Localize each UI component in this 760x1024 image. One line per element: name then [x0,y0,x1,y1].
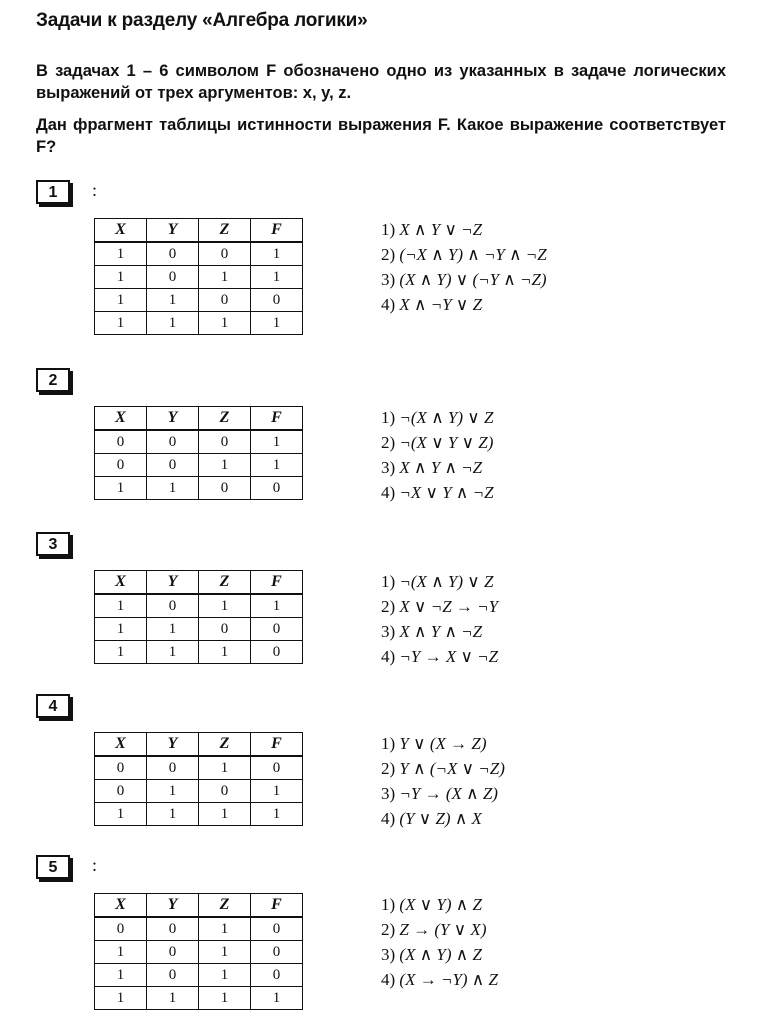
table-cell: 0 [147,430,199,454]
table-header-row [95,733,303,757]
table-cell: 1 [95,477,147,500]
option-number: 2) [381,433,400,452]
table-cell: 0 [199,289,251,312]
table-row [95,917,303,941]
table-cell: 1 [147,987,199,1010]
task-number-badge: 2 [36,368,70,392]
option-expression: X ∧ Y ∧ ¬Z [399,458,483,477]
truth-table [94,732,303,826]
option-number: 4) [381,970,400,989]
column-header-z: Z [199,894,251,918]
table-cell: 1 [251,803,303,826]
table-cell: 0 [251,289,303,312]
answer-option [381,731,505,756]
task-header [36,180,736,208]
table-row [95,266,303,289]
answer-option [381,430,494,455]
table-row [95,780,303,803]
table-cell: 0 [199,618,251,641]
option-expression: (X ∧ Y) ∨ (¬Y ∧ ¬Z) [399,270,547,289]
task-header [36,368,736,396]
table-cell: 0 [95,430,147,454]
truth-table [94,893,303,1010]
table-cell: 1 [199,756,251,780]
table-cell: 0 [147,941,199,964]
table-cell: 1 [95,803,147,826]
table-cell: 0 [251,964,303,987]
table-cell: 1 [251,594,303,618]
option-expression: Y ∨ (X → Z) [399,734,487,753]
option-number: 4) [381,295,400,314]
table-cell: 1 [251,987,303,1010]
answer-option [381,594,498,619]
table-cell: 1 [147,618,199,641]
table-row [95,964,303,987]
answer-options [381,569,498,669]
column-header-y: Y [147,407,199,431]
table-cell: 1 [199,594,251,618]
option-expression: (X ∧ Y) ∧ Z [399,945,482,964]
column-header-y: Y [147,894,199,918]
table-cell: 1 [199,917,251,941]
table-cell: 0 [147,964,199,987]
option-expression: ¬X ∨ Y ∧ ¬Z [399,483,494,502]
task-header [36,855,736,883]
task-colon: : [92,180,98,200]
truth-table [94,570,303,664]
answer-option [381,405,494,430]
option-number: 2) [381,920,400,939]
table-cell: 1 [199,641,251,664]
table-cell: 1 [147,289,199,312]
table-row [95,594,303,618]
column-header-x: X [95,219,147,243]
answer-option [381,917,498,942]
answer-option [381,569,498,594]
intro-paragraph-2: Дан фрагмент таблицы истинности выражения F. Какое выражение соответствует F? [36,116,726,156]
table-row [95,987,303,1010]
column-header-f: F [251,407,303,431]
task-colon: : [92,855,98,875]
column-header-z: Z [199,733,251,757]
table-cell: 1 [95,987,147,1010]
column-header-z: Z [199,407,251,431]
option-number: 4) [381,483,400,502]
column-header-y: Y [147,733,199,757]
column-header-f: F [251,733,303,757]
table-row [95,477,303,500]
table-cell: 1 [251,780,303,803]
table-cell: 0 [199,242,251,266]
table-cell: 0 [95,780,147,803]
column-header-z: Z [199,571,251,595]
table-cell: 0 [251,641,303,664]
table-header-row [95,219,303,243]
table-cell: 0 [95,454,147,477]
table-cell: 0 [147,242,199,266]
table-row [95,641,303,664]
column-header-x: X [95,733,147,757]
task-4 [36,694,736,828]
option-number: 1) [381,895,400,914]
option-number: 2) [381,759,400,778]
task-number-badge: 3 [36,532,70,556]
table-row [95,454,303,477]
answer-option [381,942,498,967]
answer-option [381,619,498,644]
task-number-badge: 5 [36,855,70,879]
table-cell: 1 [95,266,147,289]
option-number: 4) [381,647,400,666]
table-cell: 1 [95,964,147,987]
option-number: 1) [381,220,400,239]
table-cell: 1 [251,454,303,477]
answer-option [381,644,498,669]
table-row [95,289,303,312]
answer-option [381,455,494,480]
table-cell: 0 [251,618,303,641]
truth-table [94,218,303,335]
table-cell: 0 [147,917,199,941]
table-row [95,242,303,266]
answer-option [381,267,547,292]
option-expression: ¬(X ∧ Y) ∨ Z [399,408,494,427]
table-header-row [95,894,303,918]
column-header-y: Y [147,219,199,243]
page-title: Задачи к разделу «Алгебра логики» [36,10,368,31]
table-cell: 1 [199,964,251,987]
column-header-x: X [95,571,147,595]
answer-option [381,480,494,505]
option-number: 1) [381,734,400,753]
table-cell: 0 [147,594,199,618]
table-cell: 1 [147,477,199,500]
table-cell: 0 [147,266,199,289]
answer-options [381,405,494,505]
column-header-x: X [95,407,147,431]
table-row [95,312,303,335]
answer-option [381,806,505,831]
answer-options [381,892,498,992]
intro-paragraph-1: В задачах 1 – 6 символом F обозначено одно из указанных в задаче логических выражений от трех аргументов: x, y, z. [36,62,726,102]
table-cell: 1 [95,594,147,618]
answer-option [381,217,547,242]
option-expression: ¬Y → (X ∧ Z) [399,784,498,803]
column-header-f: F [251,571,303,595]
table-cell: 0 [199,477,251,500]
task-number-badge: 4 [36,694,70,718]
table-cell: 1 [199,266,251,289]
task-2 [36,368,736,502]
option-expression: ¬(X ∨ Y ∨ Z) [399,433,494,452]
table-cell: 1 [95,641,147,664]
task-header [36,694,736,722]
table-cell: 1 [95,941,147,964]
option-number: 3) [381,784,400,803]
column-header-f: F [251,894,303,918]
table-row [95,941,303,964]
option-expression: (X ∨ Y) ∧ Z [399,895,482,914]
task-header [36,532,736,560]
table-cell: 1 [199,941,251,964]
table-row [95,430,303,454]
answer-options [381,731,505,831]
option-number: 3) [381,945,400,964]
table-cell: 1 [251,242,303,266]
table-cell: 1 [95,312,147,335]
option-expression: Z → (Y ∨ X) [399,920,487,939]
option-number: 2) [381,597,400,616]
table-cell: 1 [95,618,147,641]
option-expression: ¬Y → X ∨ ¬Z [399,647,499,666]
task-5 [36,855,736,1006]
column-header-y: Y [147,571,199,595]
table-cell: 1 [251,266,303,289]
option-number: 3) [381,270,400,289]
option-number: 3) [381,622,400,641]
answer-option [381,756,505,781]
option-number: 2) [381,245,400,264]
task-1 [36,180,736,331]
task-number-badge: 1 [36,180,70,204]
table-cell: 1 [251,312,303,335]
option-expression: X ∧ Y ∧ ¬Z [399,622,483,641]
table-cell: 0 [251,941,303,964]
table-cell: 0 [251,917,303,941]
table-cell: 0 [199,430,251,454]
answer-options [381,217,547,317]
column-header-x: X [95,894,147,918]
option-number: 1) [381,572,400,591]
table-cell: 1 [95,289,147,312]
table-row [95,756,303,780]
table-cell: 0 [147,756,199,780]
task-3 [36,532,736,666]
answer-option [381,781,505,806]
table-cell: 1 [199,803,251,826]
table-cell: 1 [95,242,147,266]
option-expression: (¬X ∧ Y) ∧ ¬Y ∧ ¬Z [399,245,547,264]
table-cell: 1 [147,803,199,826]
table-cell: 0 [95,756,147,780]
column-header-f: F [251,219,303,243]
truth-table [94,406,303,500]
option-expression: X ∧ ¬Y ∨ Z [399,295,483,314]
option-expression: X ∨ ¬Z → ¬Y [399,597,499,616]
answer-option [381,292,547,317]
option-expression: Y ∧ (¬X ∨ ¬Z) [399,759,505,778]
table-cell: 1 [147,312,199,335]
option-expression: X ∧ Y ∨ ¬Z [399,220,483,239]
table-cell: 1 [147,780,199,803]
table-header-row [95,407,303,431]
table-cell: 0 [251,477,303,500]
table-cell: 0 [251,756,303,780]
table-cell: 1 [199,987,251,1010]
answer-option [381,892,498,917]
option-number: 3) [381,458,400,477]
option-number: 1) [381,408,400,427]
table-cell: 1 [251,430,303,454]
table-row [95,618,303,641]
table-cell: 1 [147,641,199,664]
table-header-row [95,571,303,595]
table-cell: 1 [199,454,251,477]
option-expression: (X → ¬Y) ∧ Z [399,970,498,989]
table-cell: 0 [95,917,147,941]
table-cell: 0 [147,454,199,477]
column-header-z: Z [199,219,251,243]
table-cell: 0 [199,780,251,803]
option-number: 4) [381,809,400,828]
table-cell: 1 [199,312,251,335]
option-expression: ¬(X ∧ Y) ∨ Z [399,572,494,591]
option-expression: (Y ∨ Z) ∧ X [399,809,482,828]
answer-option [381,242,547,267]
answer-option [381,967,498,992]
table-row [95,803,303,826]
